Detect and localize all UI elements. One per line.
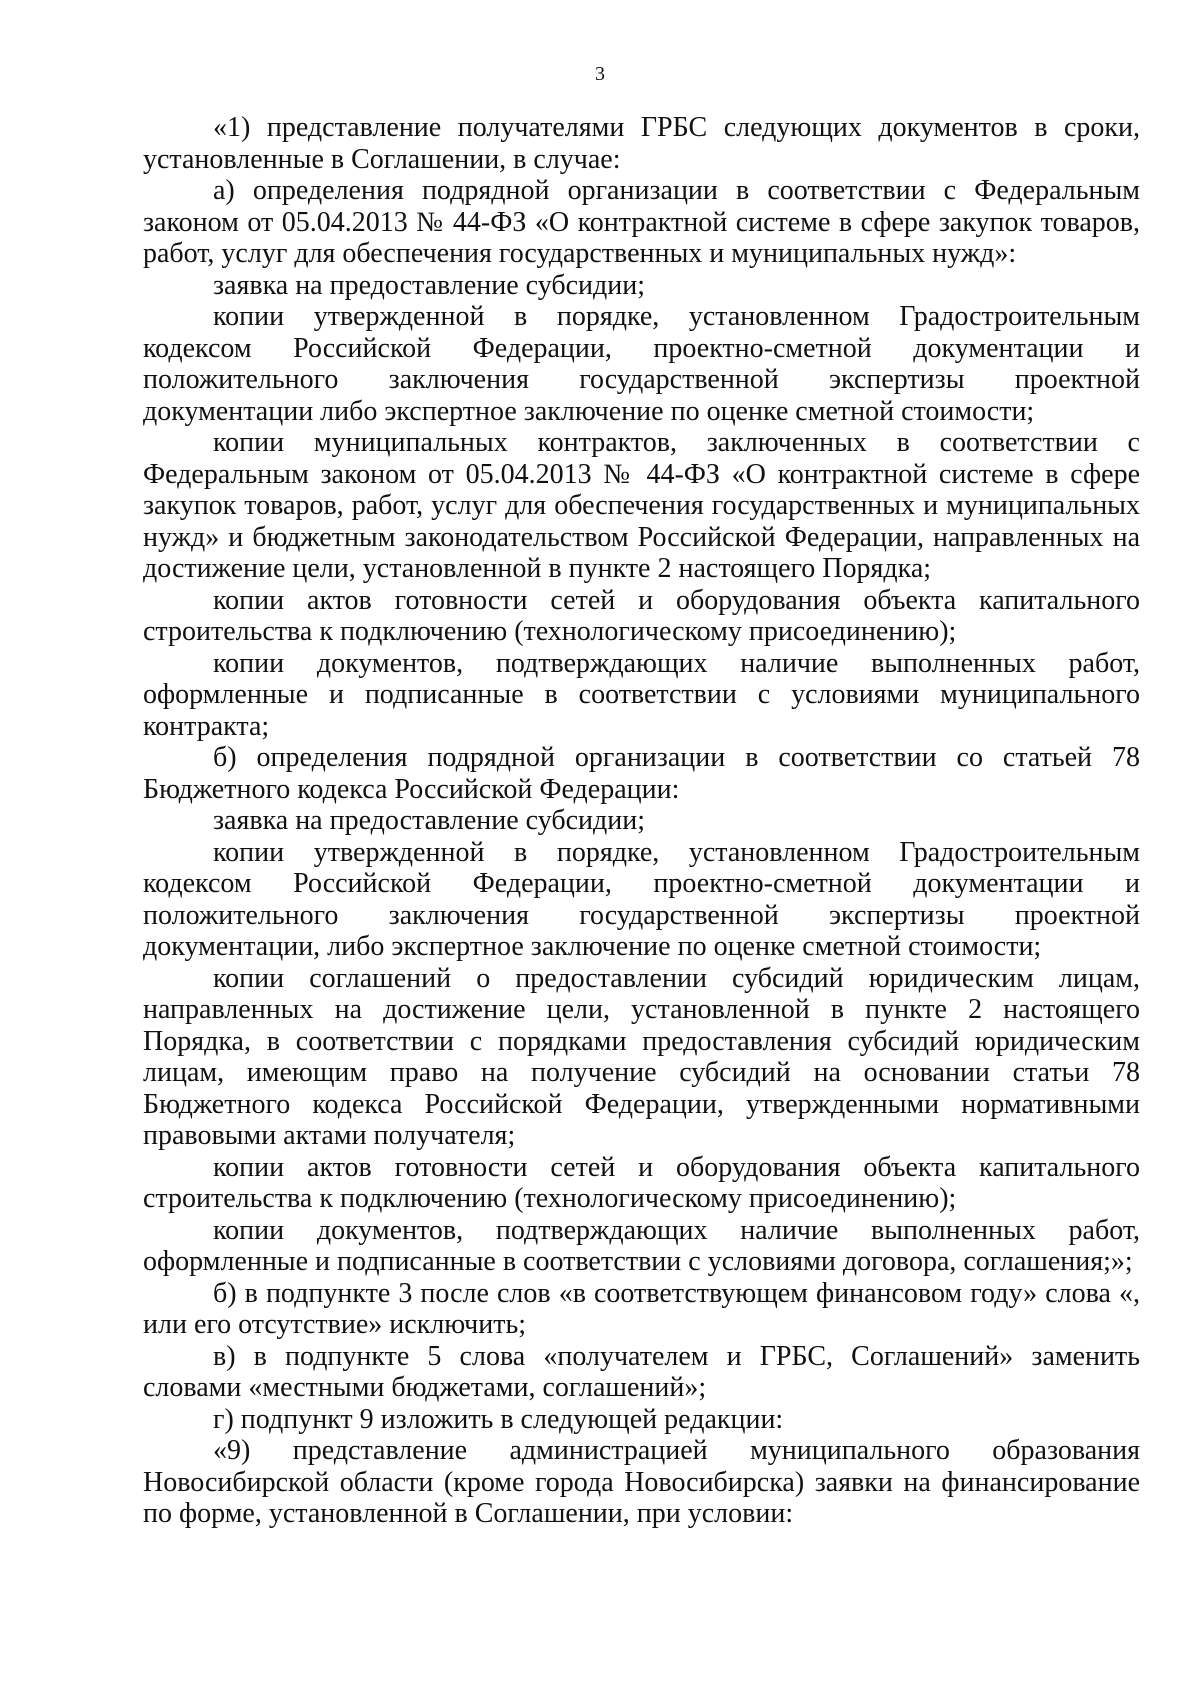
paragraph: копии соглашений о предоставлении субсидий юридическим лицам, направленных на достижение цели, установленной в пункте 2 настоящего Порядка, в соответствии с порядками предоставления субсидий юридическим лицам, имеющим право на получение субсидий на основании статьи 78 Бюджетного кодекса Российской Федерации, утвержденными нормативными правовыми актами получателя; bbox=[143, 962, 1140, 1151]
page-number: 3 bbox=[595, 63, 605, 85]
paragraph: б) в подпункте 3 после слов «в соответствующем финансовом году» слова «, или его отсутствие» исключить; bbox=[143, 1277, 1140, 1340]
paragraph: копии муниципальных контрактов, заключенных в соответствии с Федеральным законом от 05.04.2013 № 44-ФЗ «О контрактной системе в сфере закупок товаров, работ, услуг для обеспечения государственных и муниципальных нужд» и бюджетным законодательством Российской Федерации, направленных на достижение цели, установленной в пункте 2 настоящего Порядка; bbox=[143, 427, 1140, 584]
paragraph: «9) представление администрацией муниципального образования Новосибирской области (кроме города Новосибирска) заявки на финансирование по форме, установленной в Соглашении, при условии: bbox=[143, 1435, 1140, 1529]
paragraph: копии утвержденной в порядке, установленном Градостроительным кодексом Российской Федерации, проектно-сметной документации и положительного заключения государственной экспертизы проектной документации либо экспертное заключение по оценке сметной стоимости; bbox=[143, 301, 1140, 427]
document-body bbox=[143, 112, 1140, 1530]
paragraph: б) определения подрядной организации в соответствии со статьей 78 Бюджетного кодекса Российской Федерации: bbox=[143, 742, 1140, 805]
paragraph: копии актов готовности сетей и оборудования объекта капитального строительства к подключению (технологическому присоединению); bbox=[143, 584, 1140, 647]
paragraph: заявка на предоставление субсидии; bbox=[213, 269, 646, 301]
paragraph: копии утвержденной в порядке, установленном Градостроительным кодексом Российской Федерации, проектно-сметной документации и положительного заключения государственной экспертизы проектной документации, либо экспертное заключение по оценке сметной стоимости; bbox=[143, 836, 1140, 962]
paragraph: г) подпункт 9 изложить в следующей редакции: bbox=[213, 1403, 784, 1435]
paragraph: «1) представление получателями ГРБС следующих документов в сроки, установленные в Соглашении, в случае: bbox=[143, 112, 1140, 175]
paragraph: а) определения подрядной организации в соответствии с Федеральным законом от 05.04.2013 № 44-ФЗ «О контрактной системе в сфере закупок товаров, работ, услуг для обеспечения государственных и муниципальных нужд»: bbox=[143, 175, 1140, 269]
paragraph: копии актов готовности сетей и оборудования объекта капитального строительства к подключению (технологическому присоединению); bbox=[143, 1151, 1140, 1214]
paragraph: заявка на предоставление субсидии; bbox=[213, 805, 646, 836]
paragraph: копии документов, подтверждающих наличие выполненных работ, оформленные и подписанные в соответствии с условиями договора, соглашения;»; bbox=[143, 1214, 1140, 1277]
paragraph: копии документов, подтверждающих наличие выполненных работ, оформленные и подписанные в соответствии с условиями муниципального контракта; bbox=[143, 647, 1140, 742]
paragraph: в) в подпункте 5 слова «получателем и ГРБС, Соглашений» заменить словами «местными бюджетами, соглашений»; bbox=[143, 1340, 1140, 1403]
